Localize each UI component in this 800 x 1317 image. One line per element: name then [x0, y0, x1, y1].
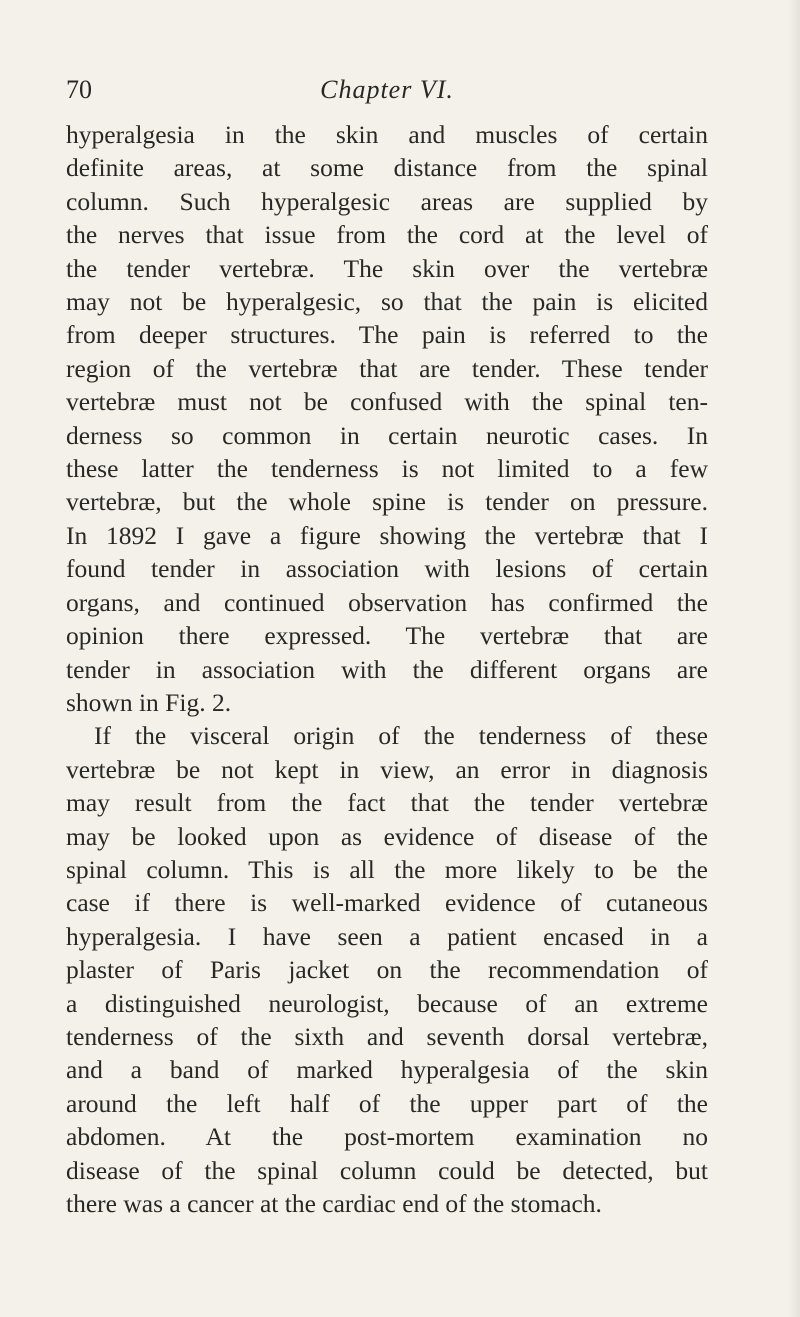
text-line: vertebræ be not kept in view, an error in diagnosis — [66, 754, 708, 784]
text-line: If the visceral origin of the tenderness of these — [94, 721, 708, 751]
text-line: may not be hyperalgesic, so that the pain is elicited — [66, 287, 708, 317]
text-line: hyperalgesia. I have seen a patient encased in a — [66, 921, 708, 951]
text-line: may be looked upon as evidence of disease of the — [66, 821, 708, 851]
text-line: region of the vertebræ that are tender. These tender — [66, 353, 708, 383]
text-line: may result from the fact that the tender vertebræ — [66, 788, 708, 818]
text-line: tenderness of the sixth and seventh dorsal vertebræ, — [66, 1021, 708, 1051]
page-edge-shadow — [788, 0, 800, 1317]
text-line: a distinguished neurologist, because of an extreme — [66, 988, 708, 1018]
text-line: vertebræ must not be confused with the spinal ten- — [66, 387, 708, 417]
text-line: opinion there expressed. The vertebræ that are — [66, 621, 708, 651]
text-line: organs, and continued observation has confirmed the — [66, 587, 708, 617]
running-head: Chapter VI. — [320, 75, 454, 104]
text-line: and a band of marked hyperalgesia of the skin — [66, 1055, 708, 1085]
text-line: abdomen. At the post-mortem examination no — [66, 1122, 708, 1152]
text-line: around the left half of the upper part of the — [66, 1088, 708, 1118]
text-line: case if there is well-marked evidence of cutaneous — [66, 888, 708, 918]
text-line: derness so common in certain neurotic cases. In — [66, 420, 708, 450]
text-line: plaster of Paris jacket on the recommendation of — [66, 955, 708, 985]
text-line: column. Such hyperalgesic areas are supplied by — [66, 186, 708, 216]
text-line: hyperalgesia in the skin and muscles of certain — [66, 120, 708, 149]
text-line: shown in Fig. 2. — [66, 687, 232, 717]
text-line: there was a cancer at the cardiac end of the stomach. — [66, 1189, 602, 1218]
text-line: the nerves that issue from the cord at the level of — [66, 220, 708, 250]
text-line: vertebræ, but the whole spine is tender on pressure. — [66, 487, 708, 517]
text-line: found tender in association with lesions of certain — [66, 554, 708, 584]
text-line: these latter the tenderness is not limited to a few — [66, 454, 708, 484]
paragraph-2 — [66, 719, 708, 1220]
text-line: In 1892 I gave a figure showing the vertebræ that I — [66, 520, 708, 550]
page-number: 70 — [66, 75, 92, 104]
page-header — [66, 70, 708, 110]
text-line: the tender vertebræ. The skin over the vertebræ — [66, 253, 708, 283]
text-line: tender in association with the different organs are — [66, 654, 708, 684]
paragraph-1 — [66, 118, 708, 719]
body-text — [66, 118, 708, 1220]
text-line: from deeper structures. The pain is referred to the — [66, 320, 708, 350]
text-line: disease of the spinal column could be detected, but — [66, 1155, 708, 1185]
text-line: spinal column. This is all the more likely to be the — [66, 854, 708, 884]
text-line: definite areas, at some distance from the spinal — [66, 153, 708, 183]
